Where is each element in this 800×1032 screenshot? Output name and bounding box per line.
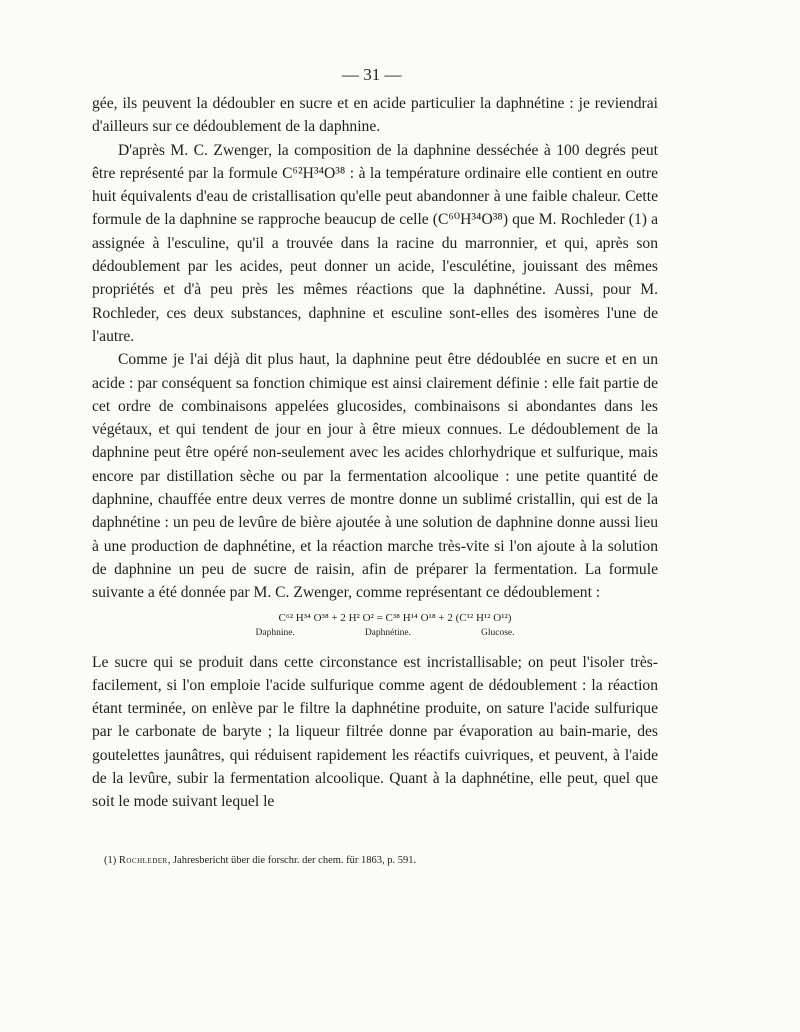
page-body (92, 62, 658, 814)
footnote-author: Rochleder (118, 855, 168, 866)
footnote (104, 854, 664, 868)
footnote-marker: (1) (104, 855, 117, 866)
paragraph-4: Le sucre qui se produit dans cette circonstance est incristallisable; on peut l'isoler très-facilement, si l'on emploie l'acide sulfurique comme agent de dédoublement : la réaction étant terminée, on enlève par le filtre la daphnétine produite, on sature l'acide sulfurique par le carbonate de baryte ; la liqueur filtrée donne par évaporation au bain-marie, des goutelettes jaunâtres, qui réduisent rapidement les réactifs cuivriques, et peuvent, à l'aide de la levûre, subir la fermentation alcoolique. Quant à la daphnétine, elle peut, quel que soit le mode suivant lequel le (92, 653, 658, 811)
paragraph-2: D'après M. C. Zwenger, la composition de la daphnine desséchée à 100 degrés peut être représenté par la formule C⁶²H³⁴O³⁸ : à la température ordinaire elle contient en outre huit équivalents d'eau de cristallisation qu'elle peut abandonner à une faible chaleur. Cette formule de la daphnine se rapproche beaucup de celle (C⁶⁰H³⁴O³⁸) que M. Rochleder (1) a assignée à l'esculine, qu'il a trouvée dans la racine du marronnier, et qui, après son dédoublement par les acides, peut donner un acide, l'esculétine, jouissant des mêmes propriétés et d'à peu près les mêmes réactions que la daphnétine. Aussi, pour M. Rochleder, ces deux substances, daphnine et esculine sont-elles des isomères l'une de l'autre. (92, 141, 658, 345)
formula-block (92, 611, 658, 641)
page-number: — 31 — (342, 65, 402, 84)
formula-labels (92, 626, 658, 641)
chemical-equation: C⁶² H³⁴ O³⁸ + 2 H² O² = C³⁸ H¹⁴ O¹⁸ + 2 (C¹² H¹² O¹²) (278, 611, 512, 624)
formula-label-glucose: Glucose. (480, 627, 515, 638)
footnote-text: , Jahresbericht über die forschr. der chem. für 1863, p. 591. (167, 855, 417, 866)
formula-label-daphnetine: Daphnétine. (364, 627, 411, 638)
paragraph-1: gée, ils peuvent la dédoubler en sucre et en acide particulier la daphnétine : je reviendrai d'ailleurs sur ce dédoublement de la daphnine. (92, 95, 658, 136)
formula-label-daphnine: Daphnine. (255, 627, 295, 638)
paragraph-3: Comme je l'ai déjà dit plus haut, la daphnine peut être dédoublée en sucre et en un acide : par conséquent sa fonction chimique est ainsi clairement définie : elle fait partie de cet ordre de combinaisons appelées glucosides, combinaisons si abondantes dans les végétaux, et qui tendent de jour en jour à être mieux connues. Le dédoublement de la daphnine peut être opéré non-seulement avec les acides chlorhydrique et sulfurique, mais encore par distillation sèche ou par la fermentation alcoolique : une petite quantité de daphnine, chauffée entre deux verres de montre donne un sublimé cristallin, qui est de la daphnétine : un peu de levûre de bière ajoutée à une solution de daphnine donne aussi lieu à une production de daphnétine, et la réaction marche très-vite si l'on ajoute à la solution de daphnine un peu de sucre de raisin, afin de préparer la fermentation. La formule suivante a été donnée par M. C. Zwenger, comme représentant ce dédoublement : (92, 351, 658, 602)
